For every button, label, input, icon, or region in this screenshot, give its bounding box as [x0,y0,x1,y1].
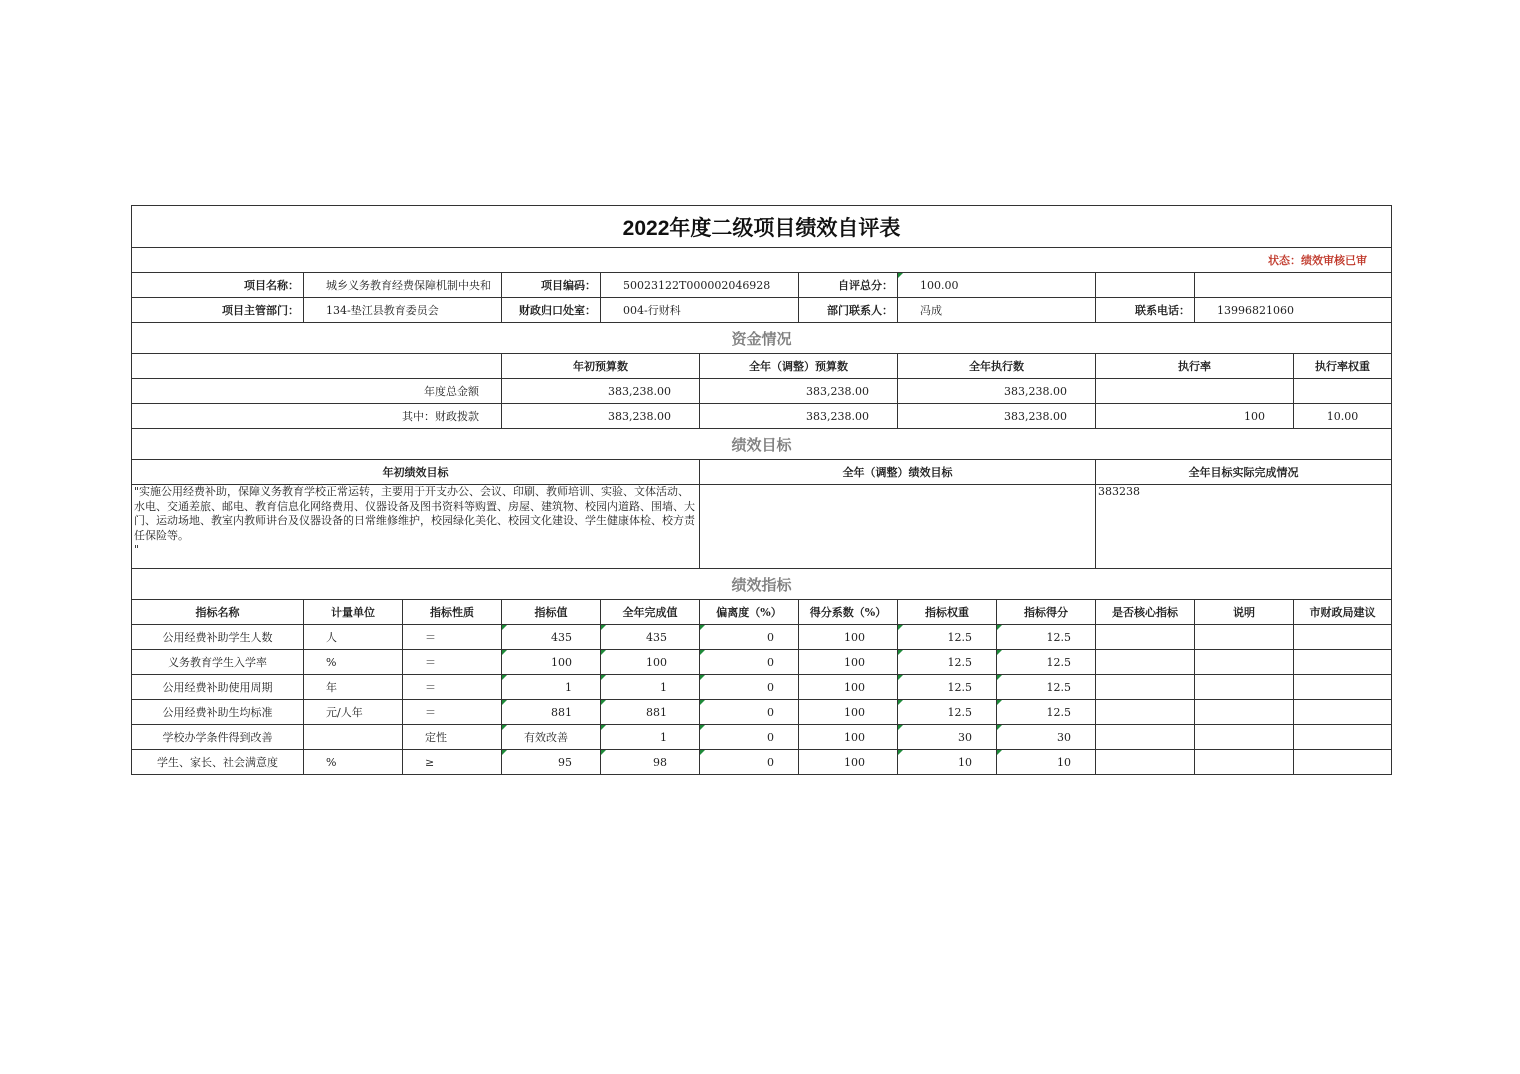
indicator-target[interactable]: 95 [502,750,601,775]
project-code-value[interactable]: 50023122T000002046928 [601,273,799,298]
indicator-deviation[interactable]: 0 [700,675,799,700]
indicator-score[interactable]: 30 [997,725,1096,750]
indicator-weight[interactable]: 12.5 [898,625,997,650]
indicator-note[interactable] [1195,675,1294,700]
project-name-value[interactable]: 城乡义务教育经费保障机制中央和 [304,273,502,298]
indicator-header: 指标性质 [403,600,502,625]
indicator-header: 指标权重 [898,600,997,625]
indicator-done[interactable]: 100 [601,650,700,675]
indicator-row [132,650,1392,675]
indicator-name[interactable]: 学生、家长、社会满意度 [132,750,304,775]
indicator-unit[interactable] [304,725,403,750]
indicator-done[interactable]: 435 [601,625,700,650]
indicator-coefficient[interactable]: 100 [799,675,898,700]
indicator-core-flag[interactable] [1096,675,1195,700]
phone-value[interactable]: 13996821060 [1195,298,1392,323]
funds-header: 全年（调整）预算数 [700,354,898,379]
goals-header-row [132,460,1392,485]
indicator-city-suggestion[interactable] [1294,750,1392,775]
funds-row [132,379,1392,404]
indicator-name[interactable]: 学校办学条件得到改善 [132,725,304,750]
indicator-weight[interactable]: 10 [898,750,997,775]
dept-value[interactable]: 134-垫江县教育委员会 [304,298,502,323]
indicator-score[interactable]: 10 [997,750,1096,775]
funds-cell[interactable]: 383,238.00 [898,379,1096,404]
indicator-nature[interactable]: ＝ [403,675,502,700]
funds-row-label: 其中：财政拨款 [132,404,502,429]
indicator-nature[interactable]: ≥ [403,750,502,775]
indicator-header: 指标得分 [997,600,1096,625]
indicator-score[interactable]: 12.5 [997,700,1096,725]
initial-goal-text[interactable]: "实施公用经费补助，保障义务教育学校正常运转，主要用于开支办公、会议、印刷、教师培训、实验、文体活动、水电、交通差旅、邮电、教育信息化网络费用、仪器设备及图书资料等购置、房屋、建筑物、校园内道路、围墙、大门、运动场地、教室内教师讲台及仪器设备的日常维修维护，校园绿化美化、校园文化建设、学生健康体检、校方责任保险等。 " [132,485,700,569]
indicator-header: 指标名称 [132,600,304,625]
indicator-deviation[interactable]: 0 [700,650,799,675]
funds-cell[interactable]: 10.00 [1294,404,1392,429]
indicator-done[interactable]: 98 [601,750,700,775]
score-value[interactable]: 100.00 [898,273,1096,298]
indicator-deviation[interactable]: 0 [700,725,799,750]
indicator-city-suggestion[interactable] [1294,625,1392,650]
funds-cell[interactable]: 383,238.00 [700,379,898,404]
funds-row-label: 年度总金额 [132,379,502,404]
indicator-score[interactable]: 12.5 [997,650,1096,675]
indicator-coefficient[interactable]: 100 [799,625,898,650]
page-title: 2022年度二级项目绩效自评表 [132,206,1392,248]
indicator-target[interactable]: 100 [502,650,601,675]
funds-header: 年初预算数 [502,354,700,379]
funds-cell[interactable] [1096,379,1294,404]
indicator-note[interactable] [1195,650,1294,675]
funds-row [132,404,1392,429]
indicator-nature[interactable]: ＝ [403,650,502,675]
funds-cell[interactable]: 383,238.00 [502,404,700,429]
indicator-score[interactable]: 12.5 [997,625,1096,650]
indicator-weight[interactable]: 30 [898,725,997,750]
contact-label: 部门联系人： [799,298,898,323]
contact-value[interactable]: 冯成 [898,298,1096,323]
indicator-nature[interactable]: 定性 [403,725,502,750]
indicators-section-title: 绩效指标 [132,569,1392,600]
indicator-note[interactable] [1195,700,1294,725]
funds-header: 全年执行数 [898,354,1096,379]
indicator-row [132,725,1392,750]
indicator-header: 指标值 [502,600,601,625]
goals-header: 全年目标实际完成情况 [1096,460,1392,485]
goals-header: 全年（调整）绩效目标 [700,460,1096,485]
indicator-name[interactable]: 公用经费补助使用周期 [132,675,304,700]
funds-cell[interactable]: 383,238.00 [700,404,898,429]
indicators-header-row [132,600,1392,625]
funds-cell[interactable]: 383,238.00 [898,404,1096,429]
indicator-deviation[interactable]: 0 [700,750,799,775]
info-row-2 [132,298,1392,323]
indicator-name[interactable]: 公用经费补助学生人数 [132,625,304,650]
indicator-row [132,675,1392,700]
project-code-label: 项目编码： [502,273,601,298]
funds-section-title: 资金情况 [132,323,1392,354]
indicator-target[interactable]: 1 [502,675,601,700]
indicator-row [132,625,1392,650]
funds-cell[interactable]: 100 [1096,404,1294,429]
indicator-unit[interactable]: % [304,750,403,775]
goals-content-row [132,485,1392,569]
project-name-label: 项目名称： [132,273,304,298]
indicator-header: 偏离度（%） [700,600,799,625]
indicator-target[interactable]: 有效改善 [502,725,601,750]
indicator-target[interactable]: 881 [502,700,601,725]
indicator-note[interactable] [1195,725,1294,750]
indicator-coefficient[interactable]: 100 [799,650,898,675]
indicator-score[interactable]: 12.5 [997,675,1096,700]
indicator-nature[interactable]: ＝ [403,700,502,725]
indicator-core-flag[interactable] [1096,700,1195,725]
indicator-unit[interactable]: 元/人年 [304,700,403,725]
score-label: 自评总分： [799,273,898,298]
funds-header-row [132,354,1392,379]
indicator-name[interactable]: 义务教育学生入学率 [132,650,304,675]
indicator-core-flag[interactable] [1096,725,1195,750]
indicator-row [132,750,1392,775]
indicator-city-suggestion[interactable] [1294,700,1392,725]
indicator-weight[interactable]: 12.5 [898,700,997,725]
empty-cell[interactable] [1195,273,1392,298]
goals-header: 年初绩效目标 [132,460,700,485]
indicator-core-flag[interactable] [1096,625,1195,650]
indicator-city-suggestion[interactable] [1294,675,1392,700]
finance-label: 财政归口处室： [502,298,601,323]
indicator-done[interactable]: 1 [601,725,700,750]
indicator-header: 得分系数（%） [799,600,898,625]
indicator-core-flag[interactable] [1096,750,1195,775]
phone-label: 联系电话： [1096,298,1195,323]
status-badge: 状态：绩效审核已审 [132,248,1392,273]
indicator-target[interactable]: 435 [502,625,601,650]
indicator-header: 全年完成值 [601,600,700,625]
indicator-name[interactable]: 公用经费补助生均标准 [132,700,304,725]
indicator-nature[interactable]: ＝ [403,625,502,650]
indicator-deviation[interactable]: 0 [700,625,799,650]
indicator-done[interactable]: 1 [601,675,700,700]
finance-value[interactable]: 004-行财科 [601,298,799,323]
evaluation-sheet [131,205,1391,775]
indicator-weight[interactable]: 12.5 [898,650,997,675]
funds-cell[interactable] [1294,379,1392,404]
indicator-deviation[interactable]: 0 [700,700,799,725]
indicator-note[interactable] [1195,625,1294,650]
empty-cell[interactable] [1096,273,1195,298]
indicator-unit[interactable]: % [304,650,403,675]
indicator-core-flag[interactable] [1096,650,1195,675]
indicator-city-suggestion[interactable] [1294,650,1392,675]
goals-section-title: 绩效目标 [132,429,1392,460]
indicator-header: 是否核心指标 [1096,600,1195,625]
indicator-unit[interactable]: 年 [304,675,403,700]
indicator-coefficient[interactable]: 100 [799,750,898,775]
funds-header: 执行率 [1096,354,1294,379]
indicator-rows [132,625,1392,775]
indicator-header: 计量单位 [304,600,403,625]
info-row-1 [132,273,1392,298]
evaluation-table [131,205,1392,775]
funds-header: 执行率权重 [1294,354,1392,379]
indicator-coefficient[interactable]: 100 [799,725,898,750]
dept-label: 项目主管部门： [132,298,304,323]
indicator-note[interactable] [1195,750,1294,775]
indicator-unit[interactable]: 人 [304,625,403,650]
actual-completion-text[interactable]: 383238 [1096,485,1392,569]
adjusted-goal-text[interactable] [700,485,1096,569]
funds-cell[interactable]: 383,238.00 [502,379,700,404]
funds-header-blank [132,354,502,379]
indicator-done[interactable]: 881 [601,700,700,725]
indicator-header: 说明 [1195,600,1294,625]
indicator-city-suggestion[interactable] [1294,725,1392,750]
indicator-weight[interactable]: 12.5 [898,675,997,700]
indicator-coefficient[interactable]: 100 [799,700,898,725]
indicator-header: 市财政局建议 [1294,600,1392,625]
indicator-row [132,700,1392,725]
